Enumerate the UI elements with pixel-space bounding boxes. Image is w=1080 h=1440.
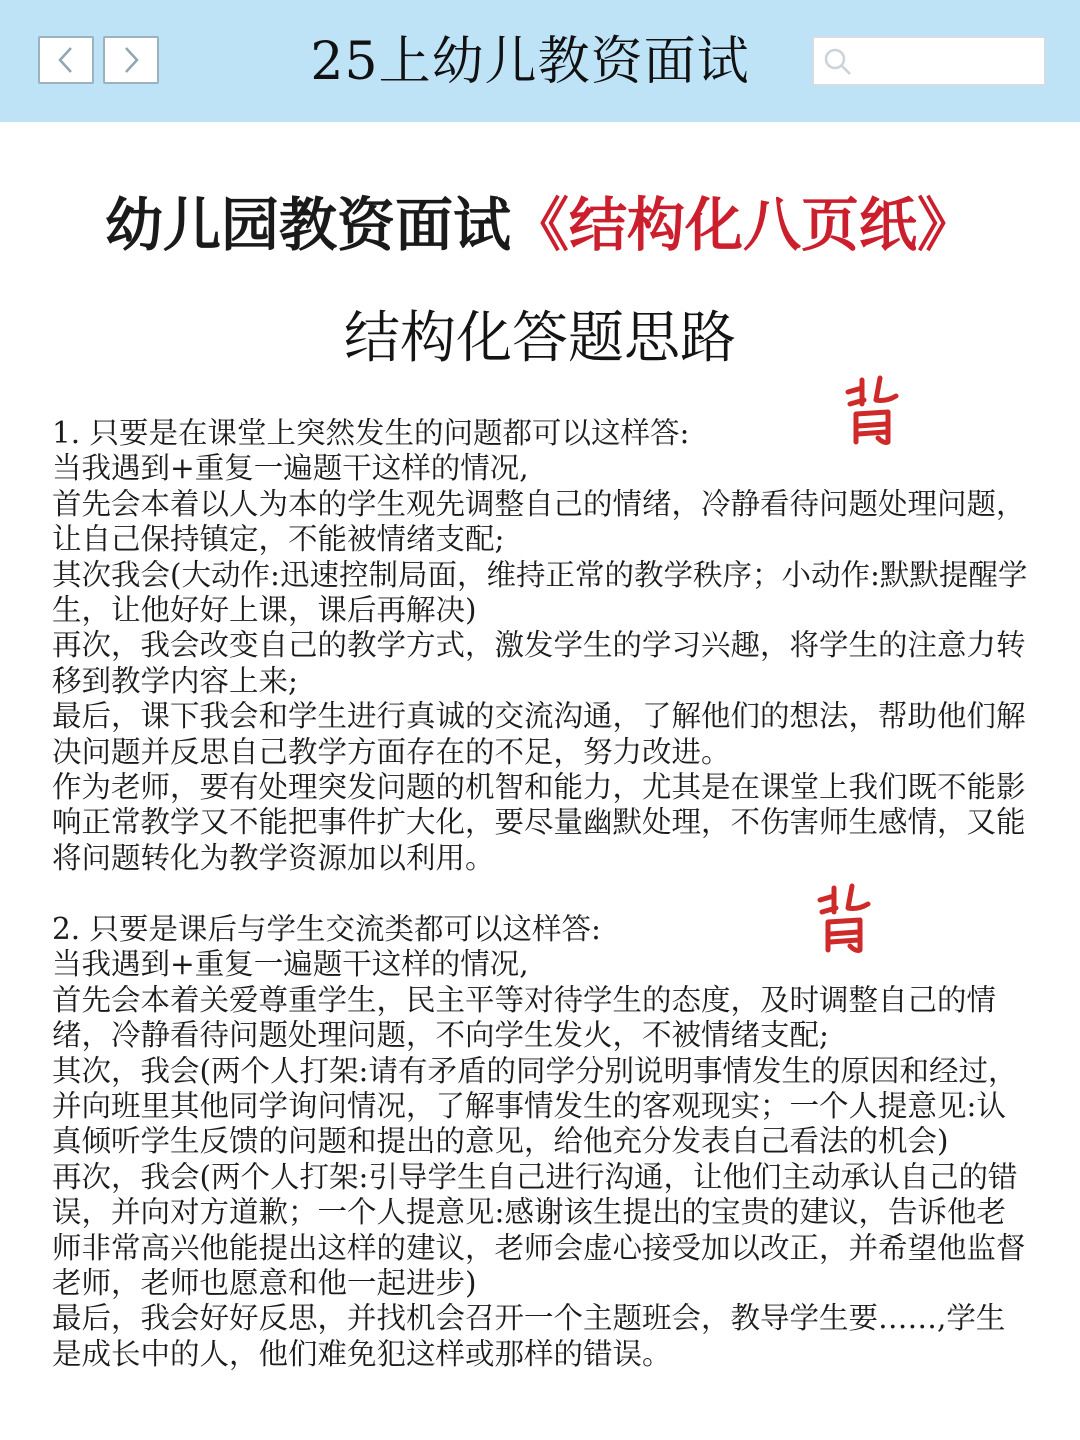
paragraph-line: 移到教学内容上来; xyxy=(52,663,298,698)
search-input[interactable] xyxy=(860,44,1040,78)
paragraph-line: 再次，我会(两个人打架:引导学生自己进行沟通，让他们主动承认自己的错 xyxy=(52,1159,1018,1194)
search-box[interactable] xyxy=(812,36,1046,86)
paragraph-line: 绪，冷静看待问题处理问题，不向学生发火，不被情绪支配; xyxy=(52,1018,829,1053)
paragraph-line: 误，并向对方道歉；一个人提意见:感谢该生提出的宝贵的建议，告诉他老 xyxy=(52,1195,1006,1230)
section-classroom-incidents xyxy=(52,416,1042,876)
paragraph-line: 并向班里其他同学询问情况，了解事情发生的客观现实；一个人提意见:认 xyxy=(52,1089,1006,1124)
section-heading: 2. 只要是课后与学生交流类都可以这样答: xyxy=(52,912,601,946)
paragraph-line: 老师，老师也愿意和他一起进步) xyxy=(52,1266,477,1301)
paragraph-line: 将问题转化为教学资源加以利用。 xyxy=(52,840,495,875)
paragraph-line: 真倾听学生反馈的问题和提出的意见，给他充分发表自己看法的机会) xyxy=(52,1124,949,1159)
paragraph-line: 首先会本着关爱尊重学生，民主平等对待学生的态度，及时调整自己的情 xyxy=(52,982,997,1017)
section-after-class-communication xyxy=(52,912,1042,1372)
main-title-plain: 幼儿园教资面试 xyxy=(104,191,511,259)
forward-button[interactable] xyxy=(103,36,159,84)
paragraph-line: 响正常教学又不能把事件扩大化，要尽量幽默处理，不伤害师生感情，又能 xyxy=(52,805,1026,840)
paragraph-line: 生，让他好好上课，课后再解决) xyxy=(52,593,477,628)
paragraph-line: 其次，我会(两个人打架:请有矛盾的同学分别说明事情发生的原因和经过， xyxy=(52,1053,1018,1088)
paragraph-line: 决问题并反思自己教学方面存在的不足，努力改进。 xyxy=(52,734,731,769)
search-icon xyxy=(822,46,854,78)
app-title: 25上幼儿教资面试 xyxy=(310,32,750,92)
paragraph-line: 当我遇到+重复一遍题干这样的情况, xyxy=(52,947,529,982)
paragraph-line: 最后，我会好好反思，并找机会召开一个主题班会，教导学生要……,学生 xyxy=(52,1301,1006,1336)
paragraph-line: 首先会本着以人为本的学生观先调整自己的情绪，冷静看待问题处理问题， xyxy=(52,486,1026,521)
paragraph-line: 最后，课下我会和学生进行真诚的交流沟通，了解他们的想法，帮助他们解 xyxy=(52,699,1026,734)
paragraph-line: 再次，我会改变自己的教学方式，激发学生的学习兴趣，将学生的注意力转 xyxy=(52,628,1026,663)
paragraph-line: 师非常高兴他能提出这样的建议，老师会虚心接受加以改正，并希望他监督 xyxy=(52,1230,1026,1265)
top-bar xyxy=(0,0,1080,122)
paragraph-line: 其次我会(大动作:迅速控制局面，维持正常的教学秩序；小动作:默默提醒学 xyxy=(52,557,1028,592)
main-title xyxy=(0,186,1080,264)
back-button[interactable] xyxy=(38,36,94,84)
chevron-left-icon xyxy=(55,45,77,75)
paragraph-line: 作为老师，要有处理突发问题的机智和能力，尤其是在课堂上我们既不能影 xyxy=(52,770,1026,805)
chevron-right-icon xyxy=(120,45,142,75)
main-title-accent: 《结构化八页纸》 xyxy=(511,191,976,259)
paragraph-line: 当我遇到+重复一遍题干这样的情况, xyxy=(52,451,529,486)
sub-title: 结构化答题思路 xyxy=(344,306,736,371)
section-heading: 1. 只要是在课堂上突然发生的问题都可以这样答: xyxy=(52,416,690,450)
paragraph-line: 让自己保持镇定，不能被情绪支配; xyxy=(52,522,505,557)
paragraph-line: 是成长中的人，他们难免犯这样或那样的错误。 xyxy=(52,1336,672,1371)
